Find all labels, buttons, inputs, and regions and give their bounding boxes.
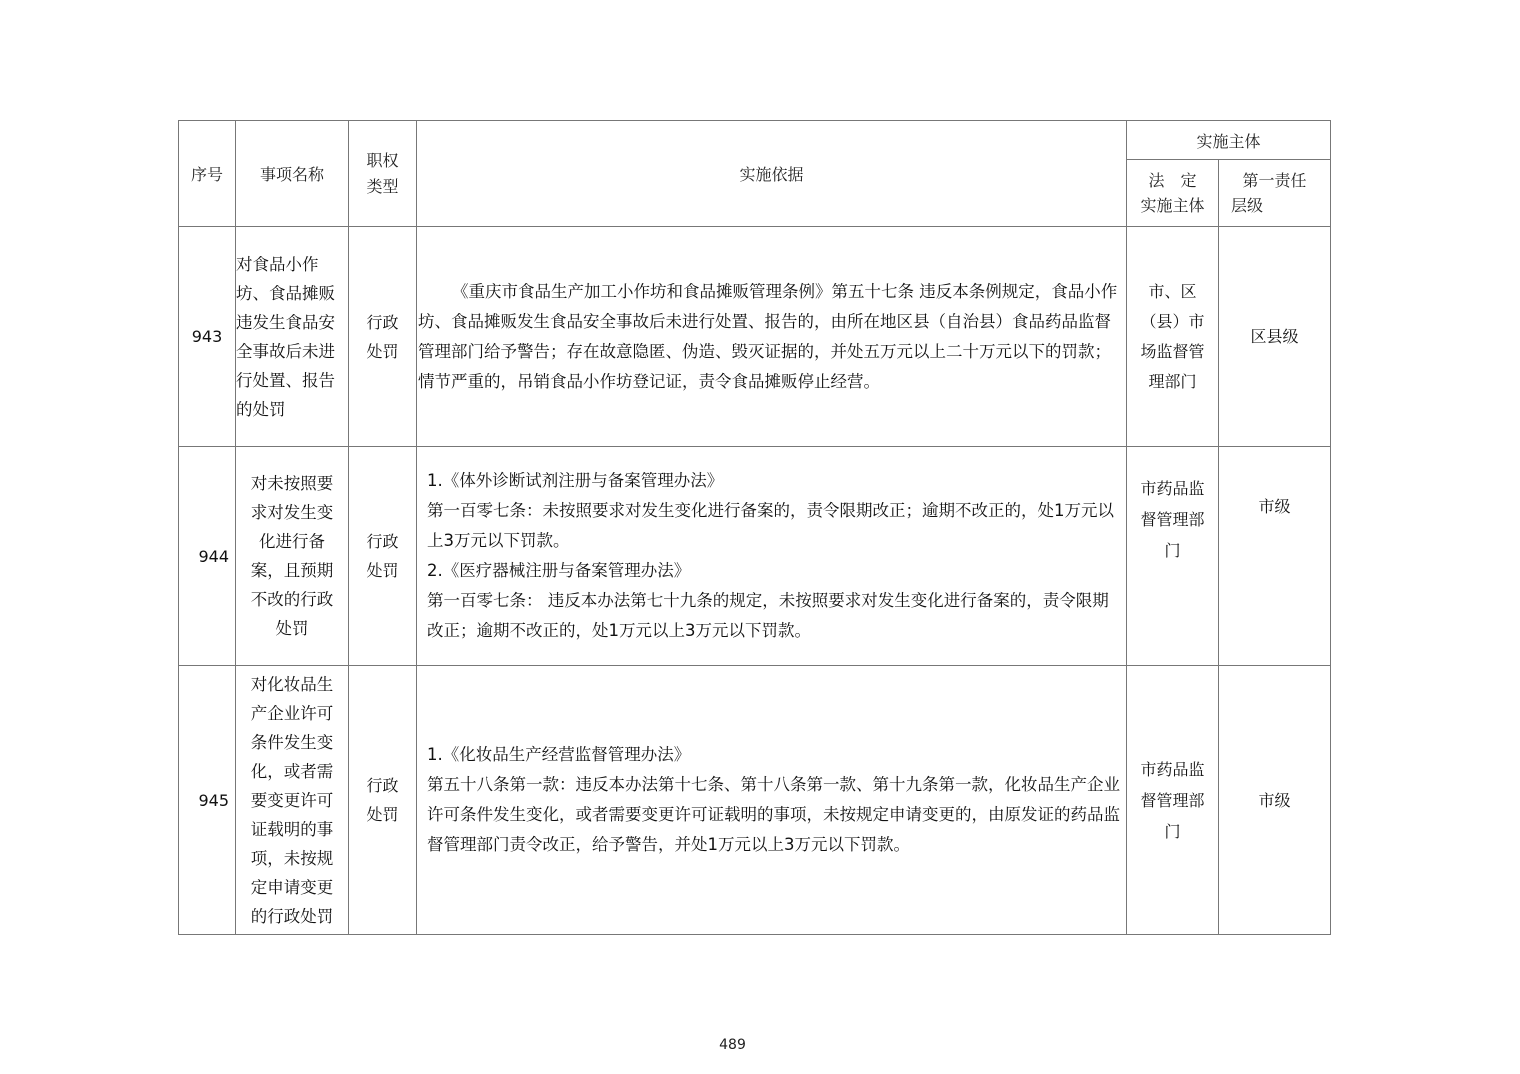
row-responsibility-level: 市级 <box>1219 666 1331 935</box>
header-responsibility-level-line1: 第一责任 <box>1242 171 1307 190</box>
basis-paragraph: 1.《体外诊断试剂注册与备案管理办法》 <box>427 471 724 490</box>
basis-paragraph: 《重庆市食品生产加工小作坊和食品摊贩管理条例》第五十七条 违反本条例规定，食品小作坊、食品摊贩发生食品安全事故后未进行处置、报告的，由所在地区县（自治县）食品药品监督管理部门给予警告；存在故意隐匿、伪造、毁灭证据的，并处五万元以上二十万元以下的罚款；情节严重的，吊销食品小作坊登记证，责令食品摊贩停止经营。 <box>418 281 1118 391</box>
row-responsibility-level: 区县级 <box>1219 227 1331 447</box>
header-item-name: 事项名称 <box>236 121 349 227</box>
row-item-name: 对化妆品生产企业许可条件发生变化，或者需要变更许可证载明的事项，未按规定申请变更的行政处罚 <box>236 666 349 935</box>
row-power-type-line1: 行政 <box>366 776 399 795</box>
row-legal-subject: 市药品监督管理部门 <box>1127 666 1219 935</box>
header-power-type-line1: 职权 <box>366 150 399 170</box>
row-legal-subject: 市药品监督管理部门 <box>1127 447 1219 666</box>
header-basis: 实施依据 <box>417 121 1127 227</box>
row-basis <box>417 447 1127 666</box>
header-legal-subject-line1: 法 定 <box>1148 171 1197 190</box>
row-power-type <box>349 447 417 666</box>
row-responsibility-level: 市级 <box>1219 447 1331 666</box>
basis-paragraph: 第一百零七条：未按照要求对发生变化进行备案的，责令限期改正；逾期不改正的，处1万元以上3万元以下罚款。 <box>427 501 1114 550</box>
row-basis <box>417 666 1127 935</box>
header-legal-subject <box>1127 160 1219 227</box>
row-legal-subject: 市、区（县）市场监督管理部门 <box>1127 227 1219 447</box>
basis-paragraph: 2.《医疗器械注册与备案管理办法》 <box>427 561 691 580</box>
row-power-type-line2: 处罚 <box>366 341 399 361</box>
row-item-name: 对食品小作坊、食品摊贩违发生食品安全事故后未进行处置、报告的处罚 <box>236 227 349 447</box>
row-power-type-line2: 处罚 <box>366 561 399 580</box>
row-power-type-line1: 行政 <box>366 532 399 551</box>
header-seq: 序号 <box>179 121 236 227</box>
row-power-type-line2: 处罚 <box>366 805 399 824</box>
row-power-type-line1: 行政 <box>366 312 399 332</box>
page-number: 489 <box>719 1037 746 1053</box>
header-responsibility-level-line2: 层级 <box>1231 196 1264 215</box>
table-row <box>179 447 1331 666</box>
header-legal-subject-line2: 实施主体 <box>1140 196 1205 215</box>
header-subject-group: 实施主体 <box>1127 121 1331 160</box>
basis-paragraph: 第五十八条第一款：违反本办法第十七条、第十八条第一款、第十九条第一款，化妆品生产企业许可条件发生变化，或者需要变更许可证载明的事项，未按规定申请变更的，由原发证的药品监督管理部门责令改正，给予警告，并处1万元以上3万元以下罚款。 <box>427 775 1120 854</box>
row-power-type <box>349 666 417 935</box>
row-seq: 944 <box>179 447 236 666</box>
row-item-name: 对未按照要求对发生变化进行备案，且预期不改的行政处罚 <box>236 447 349 666</box>
enforcement-items-table <box>178 120 1331 935</box>
row-seq: 943 <box>179 227 236 447</box>
header-responsibility-level <box>1219 160 1331 227</box>
table-row <box>179 227 1331 447</box>
basis-paragraph: 1.《化妆品生产经营监督管理办法》 <box>427 745 691 764</box>
basis-paragraph: 第一百零七条： 违反本办法第七十九条的规定，未按照要求对发生变化进行备案的，责令限期改正；逾期不改正的，处1万元以上3万元以下罚款。 <box>427 591 1109 640</box>
header-power-type <box>349 121 417 227</box>
row-power-type <box>349 227 417 447</box>
header-power-type-line2: 类型 <box>366 176 399 196</box>
row-basis <box>417 227 1127 447</box>
row-seq: 945 <box>179 666 236 935</box>
table-row <box>179 666 1331 935</box>
